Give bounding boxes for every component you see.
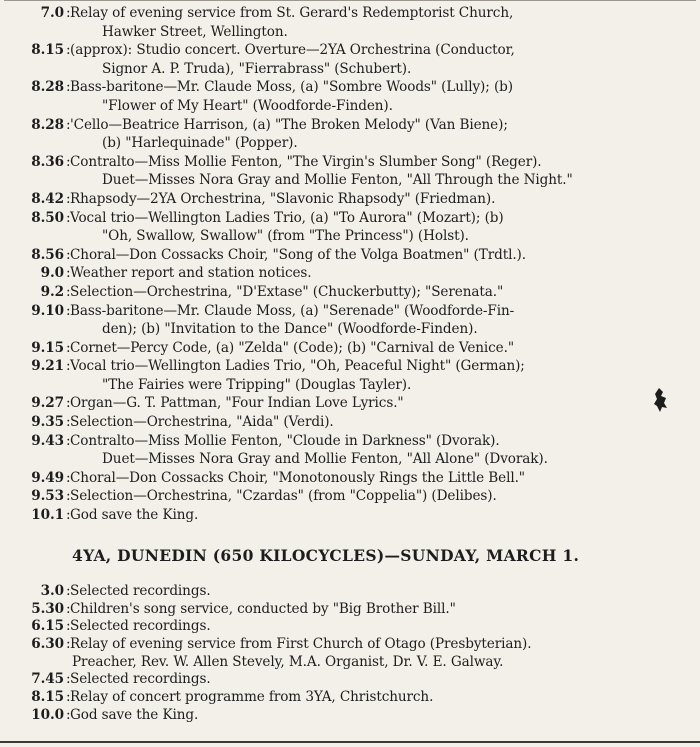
programme-entry <box>0 78 700 97</box>
time-separator: : <box>66 265 71 282</box>
entry-time: 10.0 <box>31 706 64 723</box>
entry-text: Cornet—Percy Code, (a) "Zelda" (Code); (b) "Carnival de Venice." <box>70 339 515 356</box>
programme-entry <box>0 41 700 60</box>
entry-text: Selection—Orchestrina, "Aida" (Verdi). <box>70 414 334 431</box>
programme-entry-continuation <box>0 227 700 246</box>
entry-time: 9.21 <box>31 358 64 375</box>
entry-time: 9.0 <box>40 265 64 282</box>
entry-text: Choral—Don Cossacks Choir, "Song of the Volga Boatmen" (Trdtl.). <box>70 246 526 263</box>
entry-text: Weather report and station notices. <box>70 265 312 282</box>
programme-entry <box>0 153 700 172</box>
entry-text: (approx): Studio concert. Overture—2YA Orchestrina (Conductor, <box>70 42 515 59</box>
time-separator: : <box>66 116 71 133</box>
entry-text: Organ—G. T. Pattman, "Four Indian Love Lyrics." <box>70 395 404 412</box>
entry-text: "Flower of My Heart" (Woodforde-Finden). <box>102 97 393 114</box>
entry-time: 8.15 <box>31 689 64 706</box>
entry-text: Choral—Don Cossacks Choir, "Monotonously Rings the Little Bell." <box>70 469 525 486</box>
entry-time: 3.0 <box>40 583 64 599</box>
programme-entry <box>0 264 700 283</box>
entry-time: 8.28 <box>31 116 64 133</box>
entry-text: "The Fairies were Tripping" (Douglas Tayler). <box>102 376 412 393</box>
programme-entry <box>0 246 700 265</box>
time-separator: : <box>66 618 71 635</box>
entry-text: Bass-baritone—Mr. Claude Moss, (a) "Sombre Woods" (Lully); (b) <box>70 79 513 96</box>
programme-entry-continuation <box>0 60 700 79</box>
entry-time: 8.28 <box>31 79 64 96</box>
entry-text: Rhapsody—2YA Orchestrina, "Slavonic Rhapsody" (Friedman). <box>70 190 496 207</box>
entry-time: 8.42 <box>31 190 64 207</box>
entry-time: 9.43 <box>31 432 64 449</box>
programme-entry-continuation <box>0 320 700 339</box>
entry-text: Relay of evening service from St. Gerard's Redemptorist Church, <box>70 5 514 21</box>
entry-time: 5.30 <box>31 600 64 617</box>
time-separator: : <box>66 302 71 319</box>
entry-text: (b) "Harlequinade" (Popper). <box>102 135 298 152</box>
entry-time: 10.1 <box>31 507 64 524</box>
entry-time: 7.45 <box>31 671 64 688</box>
dunedin-heading: 4YA, DUNEDIN (650 KILOCYCLES)—SUNDAY, MARCH 1. <box>72 546 580 565</box>
entry-text: Selection—Orchestrina, "D'Extase" (Chuckerbutty); "Serenata." <box>70 283 504 300</box>
entry-text: Selection—Orchestrina, "Czardas" (from "Coppelia") (Delibes). <box>70 488 497 505</box>
entry-time: 9.10 <box>31 302 64 319</box>
programme-entry-continuation <box>0 134 700 153</box>
time-separator: : <box>66 5 71 21</box>
entry-text: Children's song service, conducted by "Big Brother Bill." <box>70 600 456 617</box>
programme-entry <box>0 636 700 654</box>
time-separator: : <box>66 689 71 706</box>
bottom-rule <box>0 741 700 743</box>
time-separator: : <box>66 432 71 449</box>
entry-text: Selected recordings. <box>70 671 211 688</box>
programme-entry-continuation <box>0 654 700 672</box>
entry-time: 9.53 <box>31 488 64 505</box>
entry-text: Preacher, Rev. W. Allen Stevely, M.A. Organist, Dr. V. E. Galway. <box>72 653 504 670</box>
programme-entry <box>0 707 700 725</box>
programme-entry <box>0 689 700 707</box>
entry-text: Vocal trio—Wellington Ladies Trio, "Oh, Peaceful Night" (German); <box>70 358 525 375</box>
programme-entry <box>0 209 700 228</box>
programme-entry <box>0 357 700 376</box>
entry-text: Selected recordings. <box>70 618 211 635</box>
dunedin-programme-section <box>0 583 700 725</box>
programme-entry <box>0 394 700 413</box>
wellington-programme-section <box>0 4 700 525</box>
entry-time: 7.0 <box>40 5 64 21</box>
entry-time: 9.35 <box>31 414 64 431</box>
time-separator: : <box>66 469 71 486</box>
entry-text: Duet—Misses Nora Gray and Mollie Fenton, "All Through the Night." <box>102 172 573 189</box>
entry-time: 8.50 <box>31 209 64 226</box>
entry-text: Vocal trio—Wellington Ladies Trio, (a) "To Aurora" (Mozart); (b) <box>70 209 504 226</box>
programme-entry <box>0 413 700 432</box>
time-separator: : <box>66 414 71 431</box>
entry-time: 8.36 <box>31 153 64 170</box>
programme-entry-continuation <box>0 171 700 190</box>
time-separator: : <box>66 283 71 300</box>
programme-entry <box>0 339 700 358</box>
programme-entry <box>0 487 700 506</box>
time-separator: : <box>66 706 71 723</box>
entry-time: 9.49 <box>31 469 64 486</box>
ink-blot-mark <box>651 386 673 414</box>
time-separator: : <box>66 339 71 356</box>
entry-text: Signor A. P. Truda), "Fierrabrass" (Schubert). <box>102 60 412 77</box>
time-separator: : <box>66 79 71 96</box>
programme-entry-continuation <box>0 450 700 469</box>
programme-entry <box>0 506 700 525</box>
time-separator: : <box>66 190 71 207</box>
entry-time: 6.15 <box>31 618 64 635</box>
time-separator: : <box>66 42 71 59</box>
time-separator: : <box>66 209 71 226</box>
time-separator: : <box>66 153 71 170</box>
programme-entry <box>0 671 700 689</box>
time-separator: : <box>66 671 71 688</box>
time-separator: : <box>66 507 71 524</box>
programme-entry <box>0 583 700 601</box>
entry-time: 6.30 <box>31 636 64 653</box>
programme-entry <box>0 432 700 451</box>
programme-entry <box>0 190 700 209</box>
entry-text: den); (b) "Invitation to the Dance" (Woodforde-Finden). <box>102 321 478 338</box>
entry-text: Relay of concert programme from 3YA, Christchurch. <box>70 689 434 706</box>
programme-entry <box>0 283 700 302</box>
entry-text: 'Cello—Beatrice Harrison, (a) "The Broken Melody" (Van Biene); <box>70 116 508 133</box>
entry-text: God save the King. <box>70 706 199 723</box>
programme-entry <box>0 469 700 488</box>
entry-text: Hawker Street, Wellington. <box>102 23 288 40</box>
programme-entry-continuation <box>0 376 700 395</box>
programme-entry <box>0 601 700 619</box>
entry-time: 9.15 <box>31 339 64 356</box>
entry-time: 8.56 <box>31 246 64 263</box>
programme-entry-continuation <box>0 97 700 116</box>
entry-time: 9.27 <box>31 395 64 412</box>
entry-text: Contralto—Miss Mollie Fenton, "Cloude in Darkness" (Dvorak). <box>70 432 500 449</box>
programme-entry <box>0 302 700 321</box>
programme-entry <box>0 116 700 135</box>
entry-text: Contralto—Miss Mollie Fenton, "The Virgin's Slumber Song" (Reger). <box>70 153 542 170</box>
entry-text: "Oh, Swallow, Swallow" (from "The Princess") (Holst). <box>102 228 469 245</box>
entry-text: Duet—Misses Nora Gray and Mollie Fenton, "All Alone" (Dvorak). <box>102 451 548 468</box>
entry-text: Relay of evening service from First Church of Otago (Presbyterian). <box>70 636 532 653</box>
time-separator: : <box>66 600 71 617</box>
entry-time: 8.15 <box>31 42 64 59</box>
time-separator: : <box>66 395 71 412</box>
programme-entry <box>0 4 700 23</box>
programme-entry-continuation <box>0 23 700 42</box>
entry-text: Bass-baritone—Mr. Claude Moss, (a) "Serenade" (Woodforde-Fin- <box>70 302 515 319</box>
programme-entry <box>0 618 700 636</box>
entry-time: 9.2 <box>40 283 64 300</box>
time-separator: : <box>66 583 71 599</box>
time-separator: : <box>66 358 71 375</box>
entry-text: God save the King. <box>70 507 199 524</box>
top-rule <box>4 0 696 1</box>
entry-text: Selected recordings. <box>70 583 211 599</box>
time-separator: : <box>66 246 71 263</box>
time-separator: : <box>66 636 71 653</box>
time-separator: : <box>66 488 71 505</box>
